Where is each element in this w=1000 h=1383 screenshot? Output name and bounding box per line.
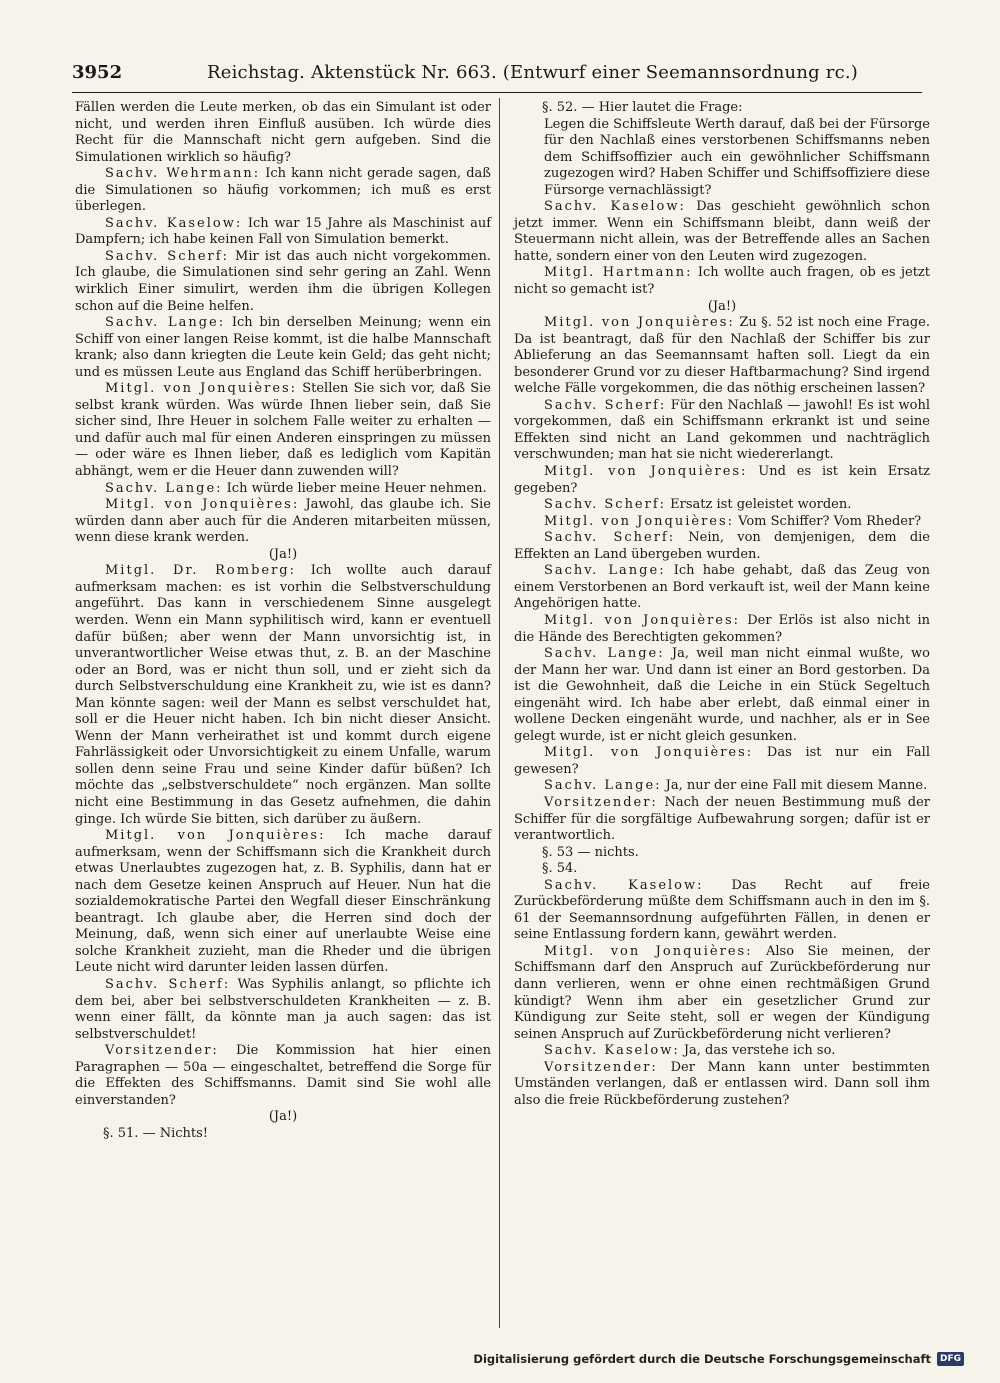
paragraph-text: Ich wollte auch darauf aufmerksam machen: es ist vorhin die Selbstverschuldung angeführt. Das kann in verschiedenem Sinne ausgelegt werden. Wenn ein Mann syphilitisch wird, kann er eventuell dafür büßen; aber wenn der Mann unvorsichtig ist, in unverantwortlicher Weise etwas thut, z. B. an der Maschine oder an Bord, was er nicht thun soll, und er zieht sich da durch Selbstverschuldung eine Krankheit zu, wie ist es dann? Man könnte sagen: weil der Mann es selbst verschuldet hat, soll er die Heuer nicht haben. Ich bin nicht dieser Ansicht. Wenn der Mann verheirathet ist und kommt durch eigene Fahrlässigkeit oder Unvorsichtigkeit zu einem Unfalle, warum sollen denn seine Frau und seine Kinder dafür büßen? Ich möchte das „selbstverschuldete“ noch ergänzen. Man sollte nicht eine Bestimmung in das Gesetz aufnehmen, die dahin ginge. Ich würde Sie bitten, sich darüber zu äußern. — [75, 563, 491, 827]
speaker-name: Mitgl. von Jonquières: — [105, 497, 300, 513]
page-header — [72, 58, 922, 88]
paragraph — [514, 563, 930, 613]
speaker-name: Mitgl. von Jonquières: — [105, 381, 298, 397]
paragraph-text: §. 51. — Nichts! — [103, 1125, 209, 1141]
right-column — [514, 100, 930, 1109]
paragraph — [514, 613, 930, 646]
paragraph-text: Ersatz ist geleistet worden. — [666, 497, 852, 513]
paragraph — [514, 100, 930, 117]
paragraph-text: Ja, das verstehe ich so. — [679, 1043, 836, 1059]
speaker-name: Sachv. Lange: — [544, 563, 666, 579]
paragraph — [75, 100, 491, 166]
speaker-name: Mitgl. von Jonquières: — [544, 315, 735, 331]
paragraph — [75, 1109, 491, 1126]
paragraph — [75, 547, 491, 564]
paragraph — [75, 216, 491, 249]
paragraph — [514, 464, 930, 497]
paragraph — [75, 249, 491, 315]
paragraph — [514, 778, 930, 795]
paragraph-text: Das geschieht gewöhnlich schon jetzt immer. Wenn ein Schiffsmann bleibt, dann weiß der Steuermann nicht allein, was der Betreffende alles an Sachen hatte, sondern einer von den Leuten wird zugezogen. — [514, 199, 930, 264]
speaker-name: Sachv. Kaselow: — [544, 1043, 680, 1059]
left-column — [75, 100, 491, 1142]
paragraph-text: Ich habe gehabt, daß das Zeug von einem Verstorbenen an Bord verkauft ist, weil der Mann keine Angehörigen hatte. — [514, 563, 930, 612]
running-title: Reichstag. Aktenstück Nr. 663. (Entwurf einer Seemannsordnung rc.) — [207, 62, 859, 83]
speaker-name: Sachv. Scherf: — [544, 530, 676, 546]
speaker-name: Sachv. Lange: — [544, 778, 662, 794]
speaker-name: Sachv. Lange: — [105, 480, 223, 496]
paragraph — [514, 944, 930, 1043]
paragraph — [75, 1043, 491, 1109]
paragraph-text: §. 53 — nichts. — [542, 844, 639, 860]
paragraph — [514, 1060, 930, 1110]
paragraph-text: Zu §. 52 ist noch eine Frage. Da ist beantragt, daß für den Nachlaß der Schiffer bis zur Ablieferung an das Seemannsamt haften soll. Liegt da ein besonderer Grund vor zu dieser Haftbarmachung? Sind irgend welche Fälle vorgekommen, die das nöthig erscheinen lassen? — [514, 315, 930, 397]
paragraph-text: Ich kann nicht gerade sagen, daß die Simulationen so häufig vorkommen; ich muß es erst überlegen. — [75, 166, 491, 215]
speaker-name: Sachv. Lange: — [544, 646, 665, 662]
funding-note: Digitalisierung gefördert durch die Deutsche Forschungsgemeinschaft — [473, 1352, 931, 1366]
paragraph — [514, 265, 930, 298]
paragraph-text: Ich würde lieber meine Heuer nehmen. — [222, 480, 487, 496]
paragraph-text: Legen die Schiffsleute Werth darauf, daß bei der Fürsorge für den Nachlaß eines verstorbenen Schiffsmanns neben dem Schiffsoffizier auch ein gewöhnlicher Schiffsmann zugezogen wird? Haben Schiffer und Schiffsoffiziere diese Fürsorge vernachlässigt? — [544, 116, 930, 198]
paragraph-text: (Ja!) — [268, 1109, 298, 1125]
paragraph-text: Und es ist kein Ersatz gegeben? — [514, 464, 931, 496]
paragraph-text: Der Erlös ist also nicht in die Hände des Berechtigten gekommen? — [514, 612, 931, 645]
dfg-logo: DFG — [937, 1352, 964, 1366]
paragraph — [514, 497, 930, 514]
paragraph — [514, 878, 930, 944]
speaker-name: Mitgl. von Jonquières: — [544, 513, 735, 529]
speaker-name: Sachv. Scherf: — [544, 397, 667, 413]
paragraph — [75, 166, 491, 216]
paragraph — [514, 514, 930, 531]
paragraph — [514, 1043, 930, 1060]
speaker-name: Vorsitzender: — [105, 1043, 219, 1059]
speaker-name: Mitgl. von Jonquières: — [544, 943, 753, 959]
paragraph-text: Das Recht auf freie Zurückbeförderung müßte dem Schiffsmann auch in den im §. 61 der Seemannsordnung aufgeführten Fällen, in denen er seine Entlassung fordern kann, gewährt werden. — [514, 877, 930, 943]
paragraph-text: Also Sie meinen, der Schiffsmann darf den Anspruch auf Zurückbeförderung nur dann verlieren, wenn er ohne einen rechtmäßigen Grund kündigt? Wenn ihm aber ein gesetzlicher Grund zur Kündigung zur Seite steht, soll er wegen der Kündigung seinen Anspruch auf Zurückbeförderung nicht verlieren? — [514, 943, 931, 1042]
speaker-name: Sachv. Lange: — [105, 315, 226, 331]
paragraph-text: Der Mann kann unter bestimmten Umständen verlangen, daß er entlassen wird. Dann soll ihm also die freie Rückbeförderung zustehen? — [514, 1059, 930, 1108]
paragraph — [514, 315, 930, 398]
speaker-name: Sachv. Scherf: — [105, 976, 231, 992]
paragraph-text: Ja, weil man nicht einmal wußte, wo der Mann her war. Und dann ist einer an Bord gestorben. Da ist die Gewohnheit, daß die Leiche in ein Stück Segeltuch eingenäht wird. Ich habe aber erlebt, daß einmal einer in wollene Decken eingenäht wurde, und nachher, als er in See gelegt wurde, ist er nicht gleich gesunken. — [514, 646, 930, 744]
paragraph-text: Das ist nur ein Fall gewesen? — [514, 745, 931, 777]
speaker-name: Vorsitzender: — [544, 1059, 658, 1075]
header-rule — [72, 92, 922, 93]
paragraph-text: Mir ist das auch nicht vorgekommen. Ich glaube, die Simulationen sind sehr gering an Zahl. Wenn wirklich Einer simulirt, werden ihm die übrigen Kollegen schon auf die Beine helfen. — [75, 248, 491, 314]
paragraph — [514, 530, 930, 563]
paragraph-text: Fällen werden die Leute merken, ob das ein Simulant ist oder nicht, und werden ihren Einfluß ausüben. Ich würde dies Recht für die Mannschaft nicht gern aufgeben. Sind die Simulationen wirklich so häufig? — [75, 100, 491, 165]
paragraph-text: Ich wollte auch fragen, ob es jetzt nicht so gemacht ist? — [514, 265, 931, 298]
speaker-name: Sachv. Kaselow: — [544, 877, 704, 893]
speaker-name: Vorsitzender: — [544, 794, 658, 810]
paragraph-text: Die Kommission hat hier einen Paragraphen — 50a — eingeschaltet, betreffend die Sorge für die Effekten des Schiffsmanns. Damit sind Sie wohl alle einverstanden? — [75, 1043, 491, 1108]
paragraph — [514, 845, 930, 862]
speaker-name: Sachv. Scherf: — [105, 248, 229, 264]
paragraph-text: Was Syphilis anlangt, so pflichte ich dem bei, aber bei selbstverschuldeten Krankheiten — z. B. wenn einer fällt, da könnte man ja auch sagen: das ist selbstverschuldet! — [75, 976, 491, 1042]
speaker-name: Mitgl. von Jonquières: — [544, 464, 748, 480]
speaker-name: Mitgl. Hartmann: — [544, 265, 693, 281]
paragraph — [75, 977, 491, 1043]
speaker-name: Mitgl. von Jonquières: — [544, 745, 754, 761]
paragraph-text: (Ja!) — [268, 546, 298, 562]
paragraph-text: Nach der neuen Bestimmung muß der Schiffer für die sorgfältige Aufbewahrung sorgen; dafür ist er verantwortlich. — [514, 794, 930, 844]
paragraph-text: Jawohl, das glaube ich. Sie würden dann aber auch für die Anderen mitarbeiten müssen, wenn diese krank werden. — [75, 497, 491, 546]
paragraph-text: Stellen Sie sich vor, daß Sie selbst krank würden. Was würde Ihnen lieber sein, daß Sie sicher sind, Ihre Heuer in solchem Falle weiter zu erhalten — und dafür auch mal für einen Anderen einspringen zu müssen — oder wäre es Ihnen lieber, daß es lediglich vom Kapitän abhängt, wem er die Heuer dann zuwenden will? — [75, 381, 491, 480]
speaker-name: Mitgl. Dr. Romberg: — [105, 563, 297, 579]
paragraph-text: Vom Schiffer? Vom Rheder? — [734, 513, 922, 529]
paragraph — [514, 299, 930, 316]
speaker-name: Sachv. Kaselow: — [544, 199, 686, 215]
paragraph-text: Für den Nachlaß — jawohl! Es ist wohl vorgekommen, daß ein Schiffsmann erkrankt ist und seine Effekten sind nicht an Land gekommen und nachträglich verschwunden; man hat sie nicht wiedererlangt. — [514, 397, 930, 463]
paragraph — [75, 828, 491, 977]
column-separator — [499, 98, 500, 1328]
paragraph — [514, 646, 930, 745]
paragraph — [514, 398, 930, 464]
paragraph — [514, 861, 930, 878]
paragraph-text: §. 52. — Hier lautet die Frage: — [542, 100, 743, 115]
paragraph-text: §. 54. — [542, 861, 578, 877]
paragraph — [75, 315, 491, 381]
paragraph — [75, 563, 491, 828]
speaker-name: Mitgl. von Jonquières: — [544, 612, 741, 628]
paragraph — [544, 117, 930, 200]
paragraph — [75, 481, 491, 498]
paragraph-text: Ja, nur der eine Fall mit diesem Manne. — [661, 778, 928, 794]
speaker-name: Sachv. Wehrmann: — [105, 166, 261, 182]
paragraph — [75, 497, 491, 547]
paragraph-text: Ich war 15 Jahre als Maschinist auf Dampfern; ich habe keinen Fall von Simulation bemerkt. — [75, 215, 492, 248]
paragraph — [514, 795, 930, 845]
speaker-name: Mitgl. von Jonquières: — [105, 828, 326, 844]
paragraph-text: Ich mache darauf aufmerksam, wenn der Schiffsmann sich die Krankheit durch etwas Unerlaubtes zugezogen hat, z. B. Syphilis, dann hat er nach dem Gesetze keinen Anspruch auf Heuer. Nun hat die sozialdemokratische Partei den Wegfall dieser Einschränkung beantragt. Ich glaube aber, die Herren sind doch der Meinung, daß, wenn sich einer auf unerlaubte Weise eine solche Krankheit zuzieht, man die Rheder und die übrigen Leute nicht wird darunter leiden lassen dürfen. — [75, 828, 491, 976]
page-number: 3952 — [72, 62, 123, 83]
speaker-name: Sachv. Scherf: — [544, 497, 667, 513]
paragraph — [75, 1126, 491, 1143]
speaker-name: Sachv. Kaselow: — [105, 215, 243, 231]
footer — [473, 1352, 964, 1366]
paragraph-text: Nein, von demjenigen, dem die Effekten an Land übergeben wurden. — [514, 530, 930, 562]
paragraph — [75, 381, 491, 480]
paragraph — [514, 199, 930, 265]
paragraph-text: (Ja!) — [707, 298, 737, 314]
paragraph — [514, 745, 930, 778]
paragraph-text: Ich bin derselben Meinung; wenn ein Schiff von einer langen Reise kommt, ist die halbe Mannschaft krank; also dann kriegten die Leute kein Geld; das geht nicht; und es müssen Leute aus England das Schiff herüberbringen. — [75, 315, 491, 380]
